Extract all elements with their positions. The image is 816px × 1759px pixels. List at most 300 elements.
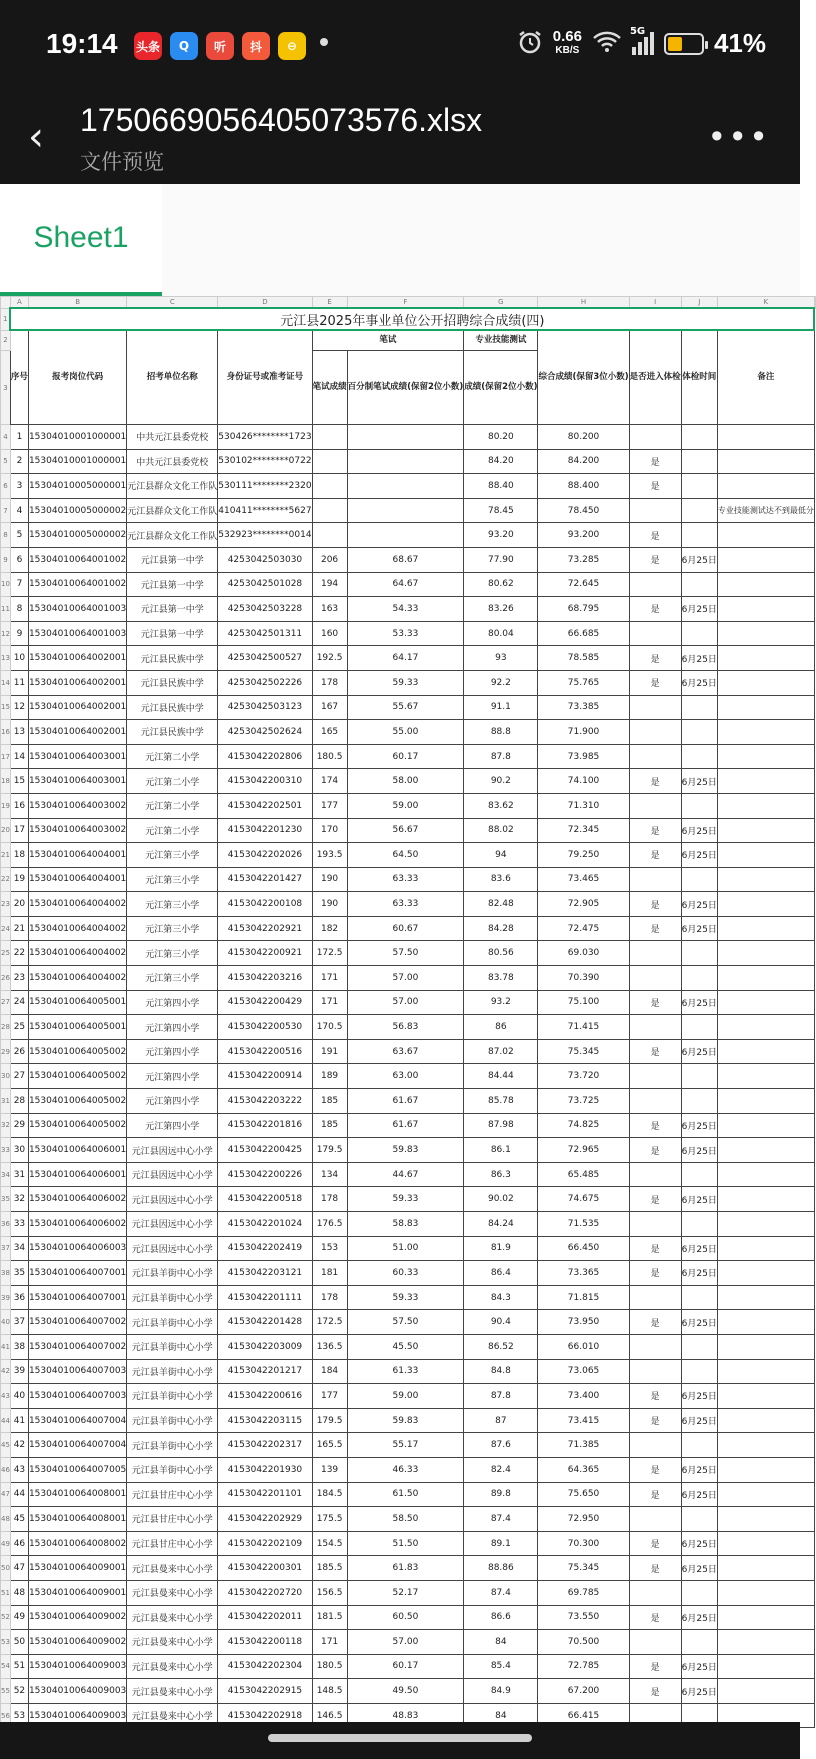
table-cell[interactable]: 156.5: [312, 1580, 347, 1605]
row-number[interactable]: 29: [1, 1039, 11, 1064]
table-cell[interactable]: 71.310: [538, 793, 629, 818]
row-number[interactable]: 21: [1, 843, 11, 868]
table-cell[interactable]: 18: [10, 843, 28, 868]
table-cell[interactable]: 84.3: [464, 1285, 538, 1310]
table-cell[interactable]: 4253042501028: [218, 572, 312, 597]
table-cell[interactable]: 是: [629, 1457, 681, 1482]
table-cell[interactable]: 元江县群众文化工作队: [127, 498, 218, 523]
table-cell[interactable]: 88.86: [464, 1556, 538, 1581]
table-cell[interactable]: 66.415: [538, 1703, 629, 1728]
row-number[interactable]: 37: [1, 1236, 11, 1261]
table-cell[interactable]: 180.5: [312, 1654, 347, 1679]
table-cell[interactable]: 181.5: [312, 1605, 347, 1630]
column-header[interactable]: 序号: [10, 330, 28, 425]
table-cell[interactable]: 69.030: [538, 941, 629, 966]
table-cell[interactable]: [717, 1187, 814, 1212]
table-cell[interactable]: [717, 720, 814, 745]
table-cell[interactable]: [717, 646, 814, 671]
table-cell[interactable]: 41: [10, 1408, 28, 1433]
table-cell[interactable]: 532923********0014: [218, 523, 312, 548]
table-cell[interactable]: 15304010064004002: [28, 966, 126, 991]
table-cell[interactable]: 4153042200616: [218, 1384, 312, 1409]
table-cell[interactable]: 是: [629, 1605, 681, 1630]
table-cell[interactable]: 73.950: [538, 1310, 629, 1335]
table-cell[interactable]: 91.1: [464, 695, 538, 720]
table-cell[interactable]: 6月25日: [681, 892, 717, 917]
table-cell[interactable]: 87.8: [464, 744, 538, 769]
table-cell[interactable]: 元江县第一中学: [127, 621, 218, 646]
table-cell[interactable]: 59.00: [347, 793, 464, 818]
table-cell[interactable]: [681, 1507, 717, 1532]
table-cell[interactable]: 是: [629, 1039, 681, 1064]
table-cell[interactable]: 元江县羊街中心小学: [127, 1261, 218, 1286]
table-cell[interactable]: 4153042202921: [218, 916, 312, 941]
table-cell[interactable]: [717, 1630, 814, 1655]
table-cell[interactable]: 6月25日: [681, 1384, 717, 1409]
table-cell[interactable]: 193.5: [312, 843, 347, 868]
row-number[interactable]: 9: [1, 547, 11, 572]
table-cell[interactable]: 160: [312, 621, 347, 646]
table-cell[interactable]: 59.33: [347, 1187, 464, 1212]
table-cell[interactable]: [717, 1162, 814, 1187]
table-cell[interactable]: 61.67: [347, 1089, 464, 1114]
table-cell[interactable]: 73.415: [538, 1408, 629, 1433]
table-cell[interactable]: 7: [10, 572, 28, 597]
table-cell[interactable]: 15304010064005002: [28, 1064, 126, 1089]
table-cell[interactable]: 56.67: [347, 818, 464, 843]
table-cell[interactable]: 15304010064006002: [28, 1187, 126, 1212]
table-cell[interactable]: 6月25日: [681, 1261, 717, 1286]
table-cell[interactable]: 17: [10, 818, 28, 843]
table-cell[interactable]: 80.20: [464, 425, 538, 450]
table-cell[interactable]: 15304010064007004: [28, 1433, 126, 1458]
table-cell[interactable]: 172.5: [312, 941, 347, 966]
table-cell[interactable]: 42: [10, 1433, 28, 1458]
table-cell[interactable]: 79.250: [538, 843, 629, 868]
table-cell[interactable]: [717, 1605, 814, 1630]
table-cell[interactable]: 是: [629, 1556, 681, 1581]
table-cell[interactable]: 80.04: [464, 621, 538, 646]
table-cell[interactable]: [681, 449, 717, 474]
table-cell[interactable]: 4153042202419: [218, 1236, 312, 1261]
table-cell[interactable]: [717, 1482, 814, 1507]
table-cell[interactable]: [717, 1064, 814, 1089]
table-cell[interactable]: 60.17: [347, 1654, 464, 1679]
more-options-icon[interactable]: •••: [707, 118, 770, 156]
column-letter[interactable]: B: [28, 297, 126, 309]
table-cell[interactable]: 75.345: [538, 1039, 629, 1064]
table-cell[interactable]: [717, 572, 814, 597]
table-cell[interactable]: 6月25日: [681, 818, 717, 843]
table-cell[interactable]: 73.065: [538, 1359, 629, 1384]
row-number[interactable]: 12: [1, 621, 11, 646]
table-cell[interactable]: 64.67: [347, 572, 464, 597]
table-cell[interactable]: 4153042201816: [218, 1113, 312, 1138]
table-cell[interactable]: [717, 1654, 814, 1679]
table-cell[interactable]: 是: [629, 769, 681, 794]
row-number[interactable]: 17: [1, 744, 11, 769]
table-cell[interactable]: 58.50: [347, 1507, 464, 1532]
table-cell[interactable]: 元江县羊街中心小学: [127, 1310, 218, 1335]
table-cell[interactable]: [717, 1531, 814, 1556]
table-cell[interactable]: 15: [10, 769, 28, 794]
table-cell[interactable]: 71.535: [538, 1212, 629, 1237]
table-cell[interactable]: 24: [10, 990, 28, 1015]
table-cell[interactable]: 68.795: [538, 597, 629, 622]
table-cell[interactable]: 88.8: [464, 720, 538, 745]
table-cell[interactable]: 是: [629, 916, 681, 941]
table-cell[interactable]: 49: [10, 1605, 28, 1630]
table-cell[interactable]: 84.20: [464, 449, 538, 474]
table-cell[interactable]: 189: [312, 1064, 347, 1089]
table-cell[interactable]: 15304010064007001: [28, 1285, 126, 1310]
row-number[interactable]: 20: [1, 818, 11, 843]
table-cell[interactable]: 元江县民族中学: [127, 670, 218, 695]
table-cell[interactable]: 中共元江县委党校: [127, 425, 218, 450]
table-cell[interactable]: 86.52: [464, 1334, 538, 1359]
table-cell[interactable]: [717, 1507, 814, 1532]
table-cell[interactable]: 61.50: [347, 1482, 464, 1507]
table-cell[interactable]: 元江县第一中学: [127, 597, 218, 622]
table-cell[interactable]: 165.5: [312, 1433, 347, 1458]
table-cell[interactable]: [717, 1334, 814, 1359]
table-cell[interactable]: 6月25日: [681, 916, 717, 941]
table-cell[interactable]: 13: [10, 720, 28, 745]
table-cell[interactable]: 38: [10, 1334, 28, 1359]
table-cell[interactable]: 72.905: [538, 892, 629, 917]
table-cell[interactable]: 181: [312, 1261, 347, 1286]
table-cell[interactable]: [629, 1334, 681, 1359]
table-cell[interactable]: 178: [312, 670, 347, 695]
table-cell[interactable]: 15304010064001002: [28, 572, 126, 597]
table-cell[interactable]: 4153042203121: [218, 1261, 312, 1286]
table-cell[interactable]: 15304010064004001: [28, 843, 126, 868]
table-cell[interactable]: 171: [312, 1630, 347, 1655]
row-number[interactable]: 8: [1, 523, 11, 548]
row-number[interactable]: 2: [1, 330, 11, 351]
table-cell[interactable]: 165: [312, 720, 347, 745]
table-cell[interactable]: 15304010064005001: [28, 990, 126, 1015]
table-cell[interactable]: 6: [10, 547, 28, 572]
table-cell[interactable]: 4153042202915: [218, 1679, 312, 1704]
table-cell[interactable]: [312, 425, 347, 450]
table-cell[interactable]: 4153042201217: [218, 1359, 312, 1384]
table-cell[interactable]: 179.5: [312, 1408, 347, 1433]
table-cell[interactable]: 87.6: [464, 1433, 538, 1458]
table-cell[interactable]: 84.8: [464, 1359, 538, 1384]
table-cell[interactable]: 15304010064005002: [28, 1039, 126, 1064]
table-cell[interactable]: 53: [10, 1703, 28, 1728]
table-cell[interactable]: 15304010064003002: [28, 818, 126, 843]
table-cell[interactable]: 180.5: [312, 744, 347, 769]
table-cell[interactable]: 元江县曼来中心小学: [127, 1556, 218, 1581]
table-cell[interactable]: [629, 695, 681, 720]
table-cell[interactable]: 178: [312, 1187, 347, 1212]
table-cell[interactable]: 6月25日: [681, 1187, 717, 1212]
row-number[interactable]: 22: [1, 867, 11, 892]
table-cell[interactable]: 90.2: [464, 769, 538, 794]
table-cell[interactable]: [717, 1580, 814, 1605]
row-number[interactable]: 30: [1, 1064, 11, 1089]
table-cell[interactable]: 37: [10, 1310, 28, 1335]
table-cell[interactable]: 51: [10, 1654, 28, 1679]
row-number[interactable]: 16: [1, 720, 11, 745]
table-cell[interactable]: 87.8: [464, 1384, 538, 1409]
table-cell[interactable]: 72.965: [538, 1138, 629, 1163]
table-cell[interactable]: [681, 1334, 717, 1359]
table-cell[interactable]: 83.6: [464, 867, 538, 892]
table-cell[interactable]: 69.785: [538, 1580, 629, 1605]
table-cell[interactable]: 是: [629, 1408, 681, 1433]
table-cell[interactable]: 60.33: [347, 1261, 464, 1286]
row-number[interactable]: 35: [1, 1187, 11, 1212]
table-cell[interactable]: 73.285: [538, 547, 629, 572]
table-cell[interactable]: 83.26: [464, 597, 538, 622]
table-cell[interactable]: [312, 449, 347, 474]
table-cell[interactable]: 80.56: [464, 941, 538, 966]
back-icon[interactable]: ‹: [28, 114, 44, 160]
table-cell[interactable]: 是: [629, 1261, 681, 1286]
table-cell[interactable]: 81.9: [464, 1236, 538, 1261]
table-cell[interactable]: 元江县因远中心小学: [127, 1212, 218, 1237]
row-number[interactable]: 18: [1, 769, 11, 794]
table-cell[interactable]: [717, 1039, 814, 1064]
table-cell[interactable]: 71.385: [538, 1433, 629, 1458]
table-cell[interactable]: 72.785: [538, 1654, 629, 1679]
table-cell[interactable]: 元江第三小学: [127, 941, 218, 966]
group-header-written[interactable]: 笔试: [312, 330, 464, 351]
table-cell[interactable]: [681, 621, 717, 646]
table-cell[interactable]: [717, 818, 814, 843]
table-cell[interactable]: 元江第三小学: [127, 843, 218, 868]
table-cell[interactable]: 55.17: [347, 1433, 464, 1458]
table-cell[interactable]: 29: [10, 1113, 28, 1138]
table-cell[interactable]: 51.00: [347, 1236, 464, 1261]
group-header-skill[interactable]: 专业技能测试: [464, 330, 538, 351]
table-cell[interactable]: 元江第四小学: [127, 1015, 218, 1040]
table-cell[interactable]: [629, 1507, 681, 1532]
table-cell[interactable]: 194: [312, 572, 347, 597]
table-cell[interactable]: 6月25日: [681, 1556, 717, 1581]
table-cell[interactable]: 元江第二小学: [127, 744, 218, 769]
table-cell[interactable]: 4153042200516: [218, 1039, 312, 1064]
table-cell[interactable]: 是: [629, 1482, 681, 1507]
row-number[interactable]: 34: [1, 1162, 11, 1187]
table-cell[interactable]: 9: [10, 621, 28, 646]
table-cell[interactable]: 90.4: [464, 1310, 538, 1335]
table-cell[interactable]: 15304010064003002: [28, 793, 126, 818]
table-cell[interactable]: [629, 941, 681, 966]
table-cell[interactable]: 4153042200914: [218, 1064, 312, 1089]
column-letter[interactable]: C: [127, 297, 218, 309]
table-cell[interactable]: 93.200: [538, 523, 629, 548]
table-cell[interactable]: 是: [629, 843, 681, 868]
table-cell[interactable]: 4153042203009: [218, 1334, 312, 1359]
row-number[interactable]: 45: [1, 1433, 11, 1458]
table-cell[interactable]: 63.33: [347, 892, 464, 917]
table-cell[interactable]: [717, 695, 814, 720]
table-cell[interactable]: 66.685: [538, 621, 629, 646]
table-cell[interactable]: 85.4: [464, 1654, 538, 1679]
row-number[interactable]: 53: [1, 1630, 11, 1655]
table-cell[interactable]: 63.00: [347, 1064, 464, 1089]
table-cell[interactable]: 45: [10, 1507, 28, 1532]
table-cell[interactable]: [629, 1089, 681, 1114]
table-cell[interactable]: 15304010064006003: [28, 1236, 126, 1261]
table-cell[interactable]: 50: [10, 1630, 28, 1655]
table-cell[interactable]: 44.67: [347, 1162, 464, 1187]
table-cell[interactable]: 71.415: [538, 1015, 629, 1040]
column-letter[interactable]: J: [681, 297, 717, 309]
table-cell[interactable]: 4153042201230: [218, 818, 312, 843]
table-cell[interactable]: 元江县羊街中心小学: [127, 1457, 218, 1482]
table-cell[interactable]: 84.24: [464, 1212, 538, 1237]
table-cell[interactable]: 167: [312, 695, 347, 720]
table-cell[interactable]: 15304010064007001: [28, 1261, 126, 1286]
table-cell[interactable]: 139: [312, 1457, 347, 1482]
table-cell[interactable]: 88.02: [464, 818, 538, 843]
table-cell[interactable]: 75.765: [538, 670, 629, 695]
table-cell[interactable]: 元江县曼来中心小学: [127, 1580, 218, 1605]
table-cell[interactable]: 57.00: [347, 990, 464, 1015]
table-cell[interactable]: 2: [10, 449, 28, 474]
row-number[interactable]: 52: [1, 1605, 11, 1630]
spreadsheet-grid[interactable]: [0, 296, 814, 1723]
table-cell[interactable]: 83.62: [464, 793, 538, 818]
table-cell[interactable]: 530102********0722: [218, 449, 312, 474]
table-cell[interactable]: 是: [629, 1310, 681, 1335]
table-cell[interactable]: 4153042202806: [218, 744, 312, 769]
table-cell[interactable]: 4153042200425: [218, 1138, 312, 1163]
table-cell[interactable]: [681, 1580, 717, 1605]
table-cell[interactable]: [717, 1089, 814, 1114]
table-cell[interactable]: 64.17: [347, 646, 464, 671]
table-cell[interactable]: 49.50: [347, 1679, 464, 1704]
row-number[interactable]: 43: [1, 1384, 11, 1409]
table-cell[interactable]: 19: [10, 867, 28, 892]
table-cell[interactable]: [717, 1113, 814, 1138]
table-cell[interactable]: 15304010064007003: [28, 1384, 126, 1409]
table-cell[interactable]: 4153042201024: [218, 1212, 312, 1237]
row-number[interactable]: 55: [1, 1679, 11, 1704]
row-number[interactable]: 3: [1, 351, 11, 425]
table-cell[interactable]: [681, 966, 717, 991]
table-cell[interactable]: 87: [464, 1408, 538, 1433]
table-cell[interactable]: 6月25日: [681, 670, 717, 695]
table-cell[interactable]: 73.725: [538, 1089, 629, 1114]
table-cell[interactable]: 48.83: [347, 1703, 464, 1728]
table-cell[interactable]: 6月25日: [681, 1310, 717, 1335]
table-cell[interactable]: 85.78: [464, 1089, 538, 1114]
table-cell[interactable]: 15304010064008001: [28, 1482, 126, 1507]
table-cell[interactable]: 4153042202317: [218, 1433, 312, 1458]
table-cell[interactable]: 190: [312, 892, 347, 917]
table-cell[interactable]: 是: [629, 1384, 681, 1409]
table-cell[interactable]: [717, 1310, 814, 1335]
table-cell[interactable]: [629, 1212, 681, 1237]
column-letter[interactable]: K: [717, 297, 814, 309]
table-cell[interactable]: 73.465: [538, 867, 629, 892]
table-cell[interactable]: 15304010064004002: [28, 916, 126, 941]
table-cell[interactable]: 163: [312, 597, 347, 622]
table-cell[interactable]: 170.5: [312, 1015, 347, 1040]
column-header[interactable]: 是否进入体检: [629, 330, 681, 425]
table-cell[interactable]: 72.645: [538, 572, 629, 597]
row-number[interactable]: 11: [1, 597, 11, 622]
table-cell[interactable]: [629, 966, 681, 991]
table-cell[interactable]: [629, 720, 681, 745]
table-cell[interactable]: [681, 793, 717, 818]
table-cell[interactable]: [681, 1089, 717, 1114]
row-number[interactable]: 26: [1, 966, 11, 991]
table-cell[interactable]: 84.9: [464, 1679, 538, 1704]
table-cell[interactable]: [717, 1236, 814, 1261]
table-cell[interactable]: 元江县曼来中心小学: [127, 1654, 218, 1679]
table-cell[interactable]: 57.00: [347, 1630, 464, 1655]
column-header[interactable]: 综合成绩(保留3位小数): [538, 330, 629, 425]
table-cell[interactable]: 15304010005000002: [28, 523, 126, 548]
table-cell[interactable]: 4253042503123: [218, 695, 312, 720]
table-cell[interactable]: 元江第二小学: [127, 793, 218, 818]
table-cell[interactable]: [717, 966, 814, 991]
table-cell[interactable]: [681, 1162, 717, 1187]
table-cell[interactable]: 15304010064009001: [28, 1580, 126, 1605]
table-cell[interactable]: [717, 1433, 814, 1458]
row-number[interactable]: 13: [1, 646, 11, 671]
table-cell[interactable]: 58.00: [347, 769, 464, 794]
table-cell[interactable]: 是: [629, 818, 681, 843]
table-cell[interactable]: 4153042200226: [218, 1162, 312, 1187]
table-cell[interactable]: [717, 523, 814, 548]
column-letter[interactable]: A: [10, 297, 28, 309]
table-cell[interactable]: 16: [10, 793, 28, 818]
table-cell[interactable]: 190: [312, 867, 347, 892]
table-cell[interactable]: 4153042203216: [218, 966, 312, 991]
table-cell[interactable]: 530426********1723: [218, 425, 312, 450]
table-cell[interactable]: 元江县群众文化工作队: [127, 523, 218, 548]
table-cell[interactable]: 72.345: [538, 818, 629, 843]
table-cell[interactable]: 4153042202501: [218, 793, 312, 818]
table-cell[interactable]: 89.1: [464, 1531, 538, 1556]
table-cell[interactable]: 31: [10, 1162, 28, 1187]
table-cell[interactable]: 4153042200310: [218, 769, 312, 794]
table-cell[interactable]: 4253042502624: [218, 720, 312, 745]
table-cell[interactable]: 134: [312, 1162, 347, 1187]
table-cell[interactable]: 154.5: [312, 1531, 347, 1556]
table-cell[interactable]: [347, 523, 464, 548]
table-cell[interactable]: 59.83: [347, 1408, 464, 1433]
table-cell[interactable]: [717, 941, 814, 966]
row-number[interactable]: 33: [1, 1138, 11, 1163]
table-cell[interactable]: 是: [629, 597, 681, 622]
table-cell[interactable]: [717, 621, 814, 646]
table-cell[interactable]: 15304010064007002: [28, 1310, 126, 1335]
column-letter[interactable]: [814, 297, 815, 309]
table-cell[interactable]: 83.78: [464, 966, 538, 991]
table-cell[interactable]: 52: [10, 1679, 28, 1704]
table-cell[interactable]: 元江县羊街中心小学: [127, 1359, 218, 1384]
table-cell[interactable]: 是: [629, 670, 681, 695]
row-number[interactable]: 31: [1, 1089, 11, 1114]
table-cell[interactable]: 26: [10, 1039, 28, 1064]
table-cell[interactable]: 80.62: [464, 572, 538, 597]
table-cell[interactable]: 25: [10, 1015, 28, 1040]
table-cell[interactable]: 59.33: [347, 670, 464, 695]
row-number[interactable]: 49: [1, 1531, 11, 1556]
table-cell[interactable]: [347, 474, 464, 499]
table-cell[interactable]: 179.5: [312, 1138, 347, 1163]
column-header[interactable]: 报考岗位代码: [28, 330, 126, 425]
